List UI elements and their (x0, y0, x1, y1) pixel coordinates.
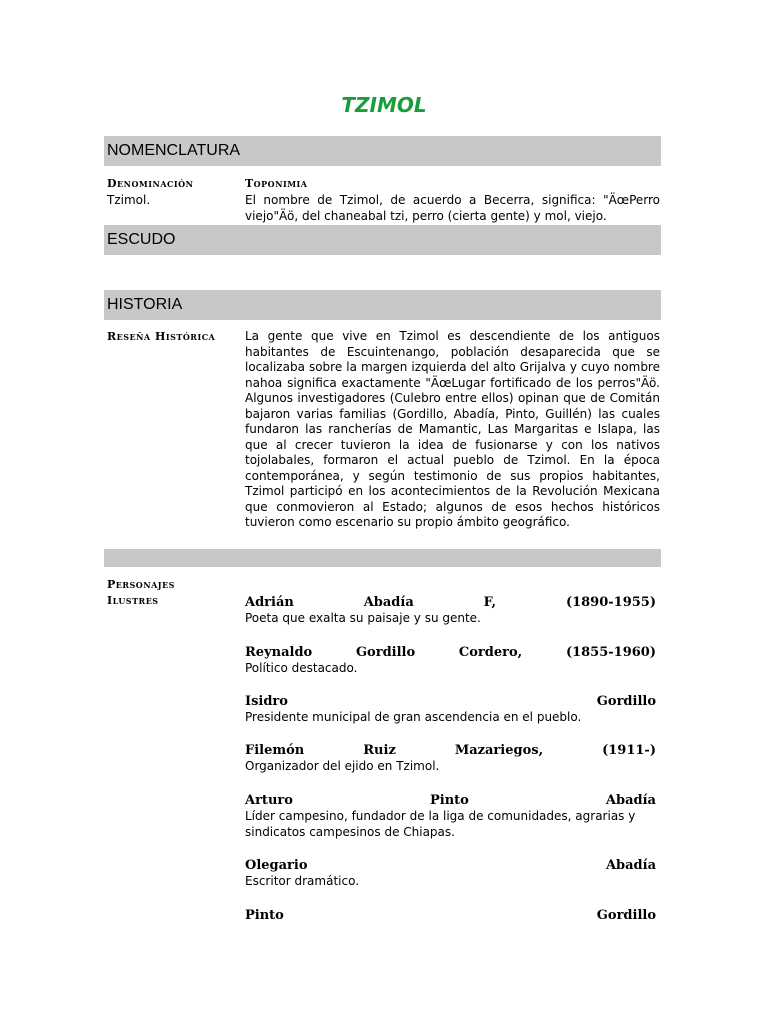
personaje-name-part: (1855-1960) (565, 645, 656, 660)
personaje-name-part: Abadía (605, 858, 656, 873)
personaje-item (245, 742, 656, 775)
personaje-name-part: Gordillo (596, 908, 656, 923)
personaje-description: Organizador del ejido en Tzimol. (245, 759, 440, 773)
personaje-name-part: (1890-1955) (565, 595, 656, 610)
personaje-description: Líder campesino, fundador de la liga de comunidades, agrarias y sindicatos campesinos de Chiapas. (245, 809, 636, 839)
personaje-name-part: (1911-) (602, 743, 656, 758)
personajes-label-line1: Personajes (107, 578, 175, 591)
personaje-name-part: Reynaldo (245, 645, 313, 660)
personaje-name-part: F, (483, 595, 497, 610)
resena-historica-label: Reseña Histórica (107, 330, 216, 343)
section-header-nomenclatura: NOMENCLATURA (104, 136, 661, 166)
personaje-name-part: Gordillo (596, 694, 656, 709)
personaje-description: Político destacado. (245, 661, 358, 675)
personaje-description: Poeta que exalta su paisaje y su gente. (245, 611, 481, 625)
page-title: TZIMOL (341, 93, 427, 117)
personaje-name-part: Pinto (430, 793, 469, 808)
personaje-name-part: Olegario (245, 858, 308, 873)
personaje-name-part: Filemón (245, 743, 305, 758)
personaje-description: Presidente municipal de gran ascendencia en el pueblo. (245, 710, 582, 724)
personaje-name-part: Pinto (245, 908, 284, 923)
personaje-item (245, 907, 656, 924)
personaje-item (245, 594, 656, 627)
personaje-name (245, 644, 656, 661)
personaje-item (245, 792, 656, 840)
personaje-name-part: Cordero, (458, 645, 523, 660)
denominacion-label: Denominación (107, 177, 194, 190)
personaje-item (245, 857, 656, 890)
denominacion-value: Tzimol. (107, 193, 151, 207)
personaje-name (245, 857, 656, 874)
resena-historica-text: La gente que vive en Tzimol es descendiente de los antiguos habitantes de Escuintenango, población desaparecida que se localizaba sobre la margen izquierda del alto Grijalva y cuyo nombre nahoa significa exactamente "ÄœLugar fortificado de los perros"Äö. Algunos investigadores (Culebro entre ellos) opinan que de Comitán bajaron varias familias (Gordillo, Abadía, Pinto, Guillén) las cuales fundaron las rancherías de Mamantic, Las Margaritas e Islapa, las que al crecer tuvieron la idea de fusionarse y con los nativos tojolabales, formaron el actual pueblo de Tzimol. En la época contemporánea, y según testimonio de sus propios habitantes, Tzimol participó en los acontecimientos de la Revolución Mexicana que conmovieron al Estado; algunos de esos hechos históricos tuvieron como escenario su propio ámbito geográfico. (245, 329, 660, 529)
personaje-name (245, 792, 656, 809)
toponimia-label: Toponimia (245, 177, 308, 190)
personaje-item (245, 644, 656, 677)
section-header-escudo: ESCUDO (104, 225, 661, 255)
personaje-name-part: Abadía (605, 793, 656, 808)
personaje-name-part: Gordillo (355, 645, 416, 660)
personaje-description: Escritor dramático. (245, 874, 360, 888)
personaje-name (245, 742, 656, 759)
personaje-name (245, 907, 656, 924)
personaje-name-part: Mazariegos, (454, 743, 544, 758)
personaje-name-part: Ruiz (363, 743, 396, 758)
toponimia-text: El nombre de Tzimol, de acuerdo a Becerra, significa: "ÄœPerro viejo"Äö, del chaneabal tzi, perro (cierta gente) y mol, viejo. (245, 193, 660, 223)
personajes-ilustres-label (107, 577, 175, 609)
personaje-name-part: Isidro (245, 694, 288, 709)
personaje-name-part: Arturo (245, 793, 293, 808)
personaje-name-part: Abadía (363, 595, 414, 610)
personaje-name (245, 693, 656, 710)
personaje-name (245, 594, 656, 611)
section-header-historia: HISTORIA (104, 290, 661, 320)
section-divider (104, 549, 661, 567)
personaje-name-part: Adrián (245, 595, 294, 610)
personajes-label-line2: Ilustres (107, 594, 159, 607)
personaje-item (245, 693, 656, 726)
